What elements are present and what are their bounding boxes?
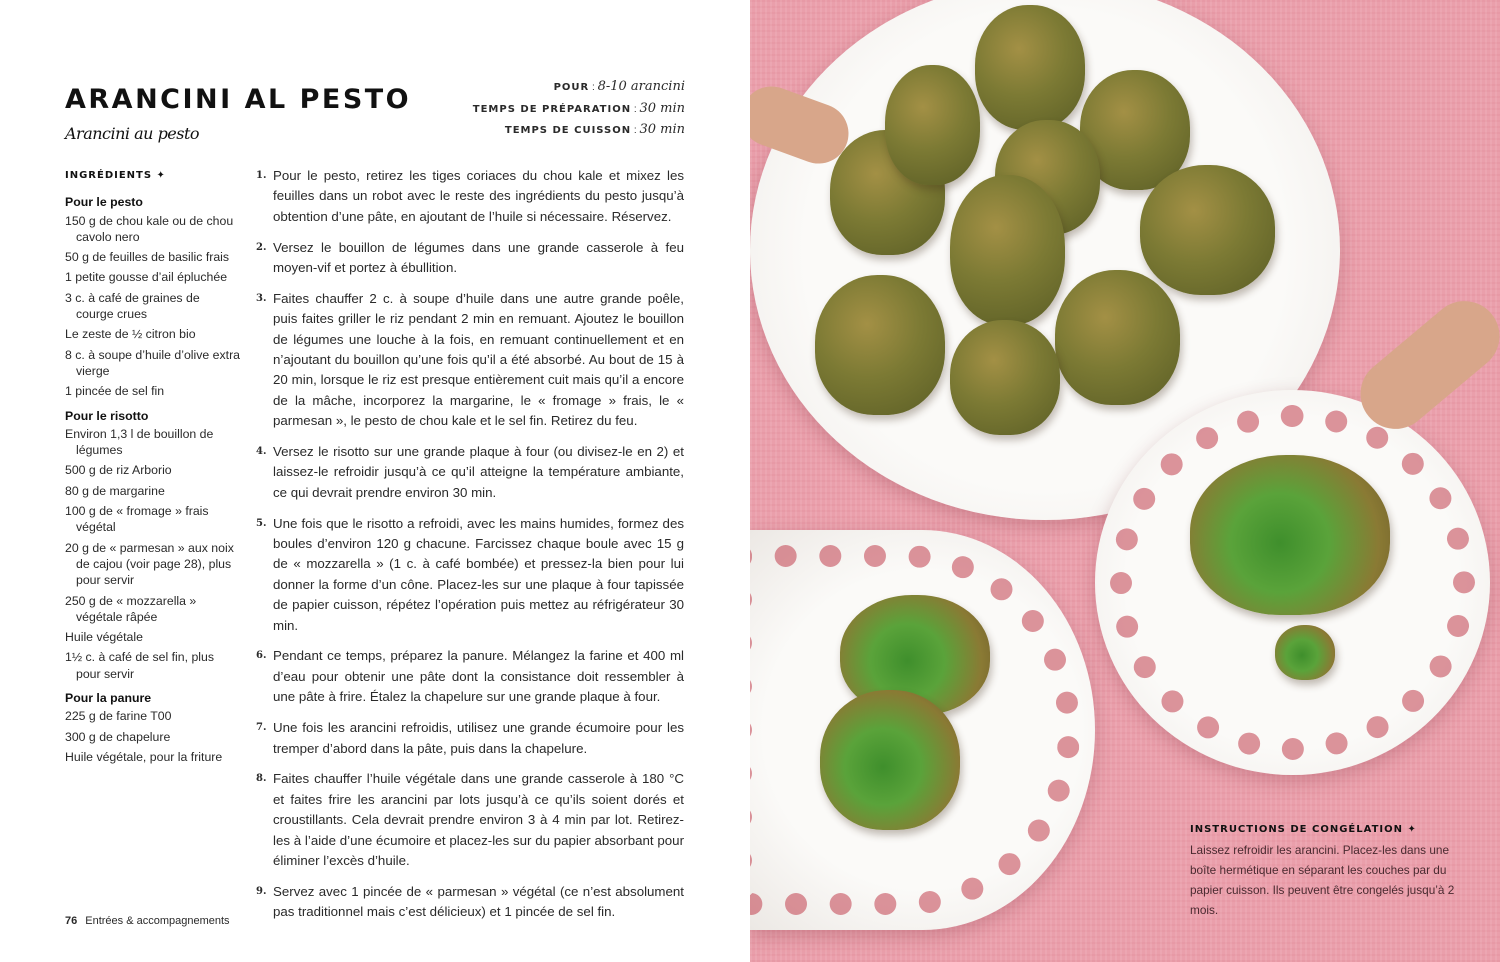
meta-row: [473, 99, 685, 121]
recipe-subtitle: Arancini au pesto: [65, 124, 200, 143]
recipe-title: ARANCINI AL PESTO: [65, 84, 412, 115]
ingredients-list: [65, 168, 240, 769]
arancino: [885, 65, 980, 185]
ingredient-item: 500 g de riz Arborio: [65, 463, 172, 478]
food-photo: [750, 0, 1500, 962]
step-number: 9.: [256, 885, 267, 897]
ingredient-item: Environ 1,3 l de bouillon de légumes: [65, 426, 214, 458]
step-text: Une fois les arancini refroidis, utilisez une grande écumoire pour les tremper d’abord dans la pâte, puis dans la chapelure.: [273, 720, 684, 756]
instruction-step: [256, 646, 684, 707]
step-number: 3.: [256, 292, 267, 304]
meta-label: POUR: [553, 82, 590, 93]
step-text: Versez le bouillon de légumes dans une grande casserole à feu moyen-vif et portez à ébullition.: [273, 239, 684, 276]
meta-value: 30 min: [639, 122, 685, 137]
ingredient-item: 1 pincée de sel fin: [65, 384, 165, 399]
recipe-meta: [473, 77, 685, 142]
meta-sep: :: [631, 125, 640, 136]
arancino: [1055, 270, 1180, 405]
instruction-step: [256, 882, 684, 923]
arancino: [820, 690, 960, 830]
meta-row: [473, 77, 685, 99]
arancino: [1140, 165, 1275, 295]
instruction-step: [256, 289, 684, 432]
step-number: 5.: [256, 517, 267, 529]
arancino: [1275, 625, 1335, 680]
ingredient-item: 100 g de « fromage » frais végétal: [65, 504, 209, 535]
meta-sep: :: [631, 103, 640, 115]
meta-value: 8-10 arancini: [597, 79, 685, 94]
ingredient-item: 300 g de chapelure: [65, 729, 171, 744]
arancino: [950, 175, 1065, 325]
step-number: 4.: [256, 446, 267, 458]
step-text: Pour le pesto, retirez les tiges coriaces du chou kale et mixez les feuilles dans un robot avec le reste des ingrédients du pesto jusqu’à obtention d’une pâte, en ajoutant de l’huile si nécessaire. Réservez.: [273, 168, 684, 224]
arancino: [1190, 455, 1390, 615]
step-text: Versez le risotto sur une grande plaque à four (ou divisez-le en 2) et laissez-le refroidir jusqu’à ce qu’il atteigne la température ambiante, ce qui devrait prendre environ 30 min.: [273, 444, 684, 500]
freezing-instructions: [1190, 820, 1470, 920]
step-number: 7.: [256, 722, 267, 734]
section-name: Entrées & accompagnements: [85, 915, 230, 927]
arancino: [950, 320, 1060, 435]
ingredient-item: Huile végétale: [65, 630, 143, 645]
ingredient-section-title: Pour le risotto: [65, 408, 149, 423]
step-number: 8.: [256, 773, 267, 785]
meta-label: TEMPS DE CUISSON: [504, 125, 632, 136]
meta-sep: :: [589, 82, 598, 93]
instruction-step: [256, 238, 684, 279]
step-text: Une fois que le risotto a refroidi, avec les mains humides, formez des boules d’environ 120 g chacune. Farcissez chaque boule avec 15 g de « mozzarella » (1 c. à café bombée) et pressez-la bien pour lui donner la forme d’un cône. Placez-les sur une plaque à four tapissée de papier cuisson, répétez l’opération puis mettez au réfrigérateur 30 min.: [273, 515, 684, 633]
arancino: [975, 5, 1085, 130]
ingredient-item: 8 c. à soupe d’huile d’olive extra vierge: [65, 347, 240, 378]
instruction-step: [256, 769, 684, 871]
ingredient-section-title: Pour le pesto: [65, 195, 143, 210]
step-number: 6.: [256, 650, 267, 662]
step-text: Pendant ce temps, préparez la panure. Mélangez la farine et 400 ml d’eau pour obtenir une pâte dont la consistance doit ressembler à une pâte à frire. Étalez la chapelure sur une grande plaque à four.: [273, 648, 684, 705]
ingredients-heading: INGRÉDIENTS ✦: [65, 170, 166, 181]
ingredient-item: 1 petite gousse d’ail épluchée: [65, 270, 228, 285]
instructions-list: [256, 166, 684, 933]
ingredient-item: 250 g de « mozzarella » végétale râpée: [65, 593, 197, 624]
meta-label: TEMPS DE PRÉPARATION: [472, 103, 632, 115]
ingredient-section-title: Pour la panure: [65, 691, 152, 706]
instruction-step: [256, 718, 684, 759]
freezing-text: Laissez refroidir les arancini. Placez-les dans une boîte hermétique en séparant les couches par du papier cuisson. Ils peuvent être congelés jusqu’à 2 mois.: [1190, 843, 1455, 917]
meta-row: [473, 120, 685, 142]
ingredient-item: 225 g de farine T00: [65, 709, 172, 724]
arancino: [815, 275, 945, 415]
step-number: 2.: [256, 241, 267, 253]
step-text: Faites chauffer 2 c. à soupe d’huile dans une autre grande poêle, puis faites griller le riz pendant 2 min en remuant. Ajoutez le bouillon de légumes une louche à la fois, en remuant continuellement et en n’ajoutant du bouillon qu’une fois qu’il a été absorbé. Au bout de 15 à 20 min, lorsque le riz est presque entièrement cuit mais qu’il a encore de la mâche, incorporez la margarine, le « fromage » frais, le « parmesan », le pesto de chou kale et le sel fin. Retirez du feu.: [273, 290, 684, 429]
step-text: Servez avec 1 pincée de « parmesan » végétal (ce n’est absolument pas traditionnel mais c’est délicieux) et 1 pincée de sel fin.: [273, 883, 684, 920]
meta-value: 30 min: [639, 100, 685, 116]
page-footer: [65, 915, 230, 927]
instruction-step: [256, 442, 684, 503]
ingredient-item: 20 g de « parmesan » aux noix de cajou (voir page 28), plus pour servir: [65, 540, 234, 588]
instruction-step: [256, 514, 684, 636]
ingredient-item: Huile végétale, pour la friture: [65, 749, 223, 764]
ingredient-item: Le zeste de ½ citron bio: [65, 327, 196, 342]
step-text: Faites chauffer l’huile végétale dans une grande casserole à 180 °C et faites frire les arancini par lots jusqu’à ce qu’ils soient dorés et croustillants. Cela devrait prendre environ 3 à 4 min par lot. Retirez-les à l’aide d’une écumoire et placez-les sur du papier absorbant pour éliminer l’excès d’huile.: [273, 771, 684, 868]
ingredient-item: 50 g de feuilles de basilic frais: [65, 250, 230, 265]
ingredient-item: 3 c. à café de graines de courge crues: [65, 290, 200, 322]
page-number: 76: [65, 915, 78, 927]
instruction-step: [256, 166, 684, 227]
step-number: 1.: [256, 170, 267, 181]
ingredient-item: 80 g de margarine: [65, 483, 165, 498]
ingredient-item: 1½ c. à café de sel fin, plus pour servir: [65, 650, 215, 681]
freezing-heading: INSTRUCTIONS DE CONGÉLATION ✦: [1190, 824, 1417, 835]
ingredient-item: 150 g de chou kale ou de chou cavolo nero: [65, 213, 234, 244]
